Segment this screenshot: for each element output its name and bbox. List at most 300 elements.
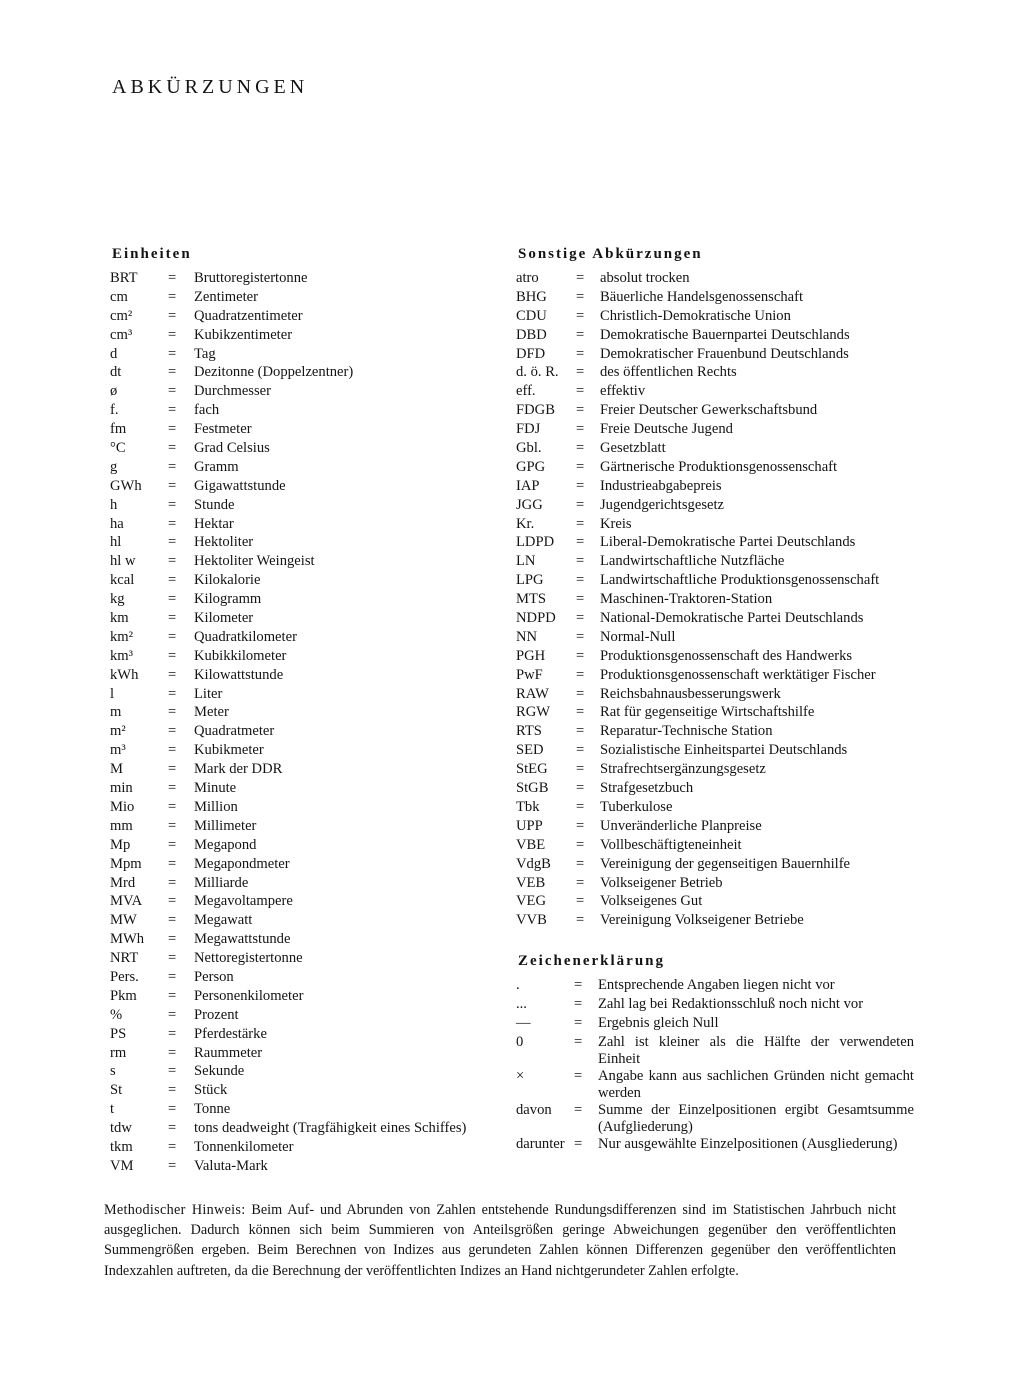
item-description: Kilowattstunde <box>194 666 284 683</box>
item-description: Zahl lag bei Redaktionsschluß noch nicht vor <box>598 996 864 1013</box>
item-abbreviation: RAW <box>516 685 549 702</box>
item-description: Liter <box>194 685 223 702</box>
item-abbreviation: FDGB <box>516 402 555 419</box>
item-description: Gigawattstunde <box>194 477 286 494</box>
list-item <box>108 516 500 535</box>
item-description: Prozent <box>194 1006 239 1023</box>
item-abbreviation: FDJ <box>516 421 541 438</box>
item-abbreviation: Kr. <box>516 515 535 532</box>
item-abbreviation: rm <box>110 1044 127 1061</box>
item-abbreviation: mm <box>110 817 133 834</box>
item-abbreviation: MTS <box>516 591 547 608</box>
item-abbreviation: min <box>110 780 133 797</box>
item-description: Zentimeter <box>194 288 259 305</box>
item-description: Christlich-Demokratische Union <box>600 307 791 324</box>
item-equals-sign: = <box>576 723 585 740</box>
item-abbreviation: LN <box>516 553 536 570</box>
item-equals-sign: = <box>168 591 177 608</box>
item-equals-sign: = <box>576 780 585 797</box>
item-description: Megapond <box>194 836 257 853</box>
item-abbreviation: ha <box>110 515 124 532</box>
item-abbreviation: M <box>110 761 123 778</box>
item-equals-sign: = <box>168 515 177 532</box>
item-equals-sign: = <box>574 1067 583 1084</box>
item-equals-sign: = <box>576 912 585 929</box>
list-item <box>108 1101 500 1120</box>
note-text: Beim Auf- und Abrunden von Zahlen entstehende Rundungsdifferenzen sind im Statistischen Jahrbuch nicht ausgeglichen. Dadurch können sich beim Summieren von Anteilsgrößen geringe Abweichungen gegenüber den veröffentlichten Summengrößen ergeben. Beim Berechnen von Indizes aus gerundeten Zahlen können Differenzen gegenüber den veröffentlichten Indexzahlen auftreten, da die Berechnung der veröffentlichten Indizes an Hand nichtgerundeter Zahlen erfolgte. <box>104 1202 897 1279</box>
item-equals-sign: = <box>576 534 585 551</box>
item-description: Maschinen-Traktoren-Station <box>600 591 773 608</box>
item-equals-sign: = <box>576 798 585 815</box>
list-item <box>514 1034 914 1068</box>
item-abbreviation: GPG <box>516 458 546 475</box>
units-column <box>108 244 500 1177</box>
list-item <box>514 818 914 837</box>
item-abbreviation: Pkm <box>110 987 137 1004</box>
list-item <box>108 383 500 402</box>
list-item <box>514 893 914 912</box>
item-abbreviation: cm³ <box>110 326 133 343</box>
list-item <box>514 761 914 780</box>
item-abbreviation: ... <box>516 996 527 1013</box>
list-item <box>108 818 500 837</box>
item-description: Festmeter <box>194 421 252 438</box>
page-title: ABKÜRZUNGEN <box>112 76 309 98</box>
item-equals-sign: = <box>576 874 585 891</box>
item-abbreviation: DFD <box>516 345 546 362</box>
list-item <box>514 383 914 402</box>
item-equals-sign: = <box>168 836 177 853</box>
list-item <box>514 780 914 799</box>
item-equals-sign: = <box>168 685 177 702</box>
item-description: Kubikmeter <box>194 742 264 759</box>
list-item <box>108 648 500 667</box>
item-equals-sign: = <box>576 458 585 475</box>
item-abbreviation: NN <box>516 628 538 645</box>
item-abbreviation: NDPD <box>516 610 556 627</box>
list-item <box>108 950 500 969</box>
item-description: National-Demokratische Partei Deutschlands <box>600 610 864 627</box>
item-description: Bäuerliche Handelsgenossenschaft <box>600 288 804 305</box>
list-item <box>108 931 500 950</box>
item-equals-sign: = <box>576 742 585 759</box>
item-equals-sign: = <box>168 855 177 872</box>
list-item <box>108 875 500 894</box>
item-description: Hektoliter <box>194 534 254 551</box>
list-item <box>514 742 914 761</box>
item-abbreviation: m³ <box>110 742 126 759</box>
item-description: Rat für gegenseitige Wirtschaftshilfe <box>600 704 815 721</box>
item-abbreviation: MVA <box>110 893 143 910</box>
item-description: Quadratzentimeter <box>194 307 303 324</box>
item-abbreviation: Mp <box>110 836 131 853</box>
list-item <box>108 1139 500 1158</box>
item-equals-sign: = <box>576 553 585 570</box>
list-item <box>108 1026 500 1045</box>
item-abbreviation: darunter <box>516 1135 565 1152</box>
item-abbreviation: tdw <box>110 1120 132 1137</box>
item-abbreviation: Mio <box>110 798 135 815</box>
item-description: Raummeter <box>194 1044 263 1061</box>
item-description: Ergebnis gleich Null <box>598 1014 719 1031</box>
item-abbreviation: d. ö. R. <box>516 364 559 381</box>
other-list <box>514 270 914 931</box>
item-equals-sign: = <box>576 326 585 343</box>
list-item <box>108 1063 500 1082</box>
item-equals-sign: = <box>576 307 585 324</box>
item-description: Minute <box>194 780 237 797</box>
item-abbreviation: d <box>110 345 118 362</box>
item-description: Nur ausgewählte Einzelpositionen (Ausgliederung) <box>598 1135 898 1152</box>
item-equals-sign: = <box>168 288 177 305</box>
item-equals-sign: = <box>168 950 177 967</box>
item-equals-sign: = <box>168 1120 177 1137</box>
item-equals-sign: = <box>168 421 177 438</box>
item-description: Landwirtschaftliche Produktionsgenossenschaft <box>600 572 880 589</box>
item-abbreviation: IAP <box>516 477 540 494</box>
item-description: Demokratische Bauernpartei Deutschlands <box>600 326 850 343</box>
item-description: Entsprechende Angaben liegen nicht vor <box>598 977 835 994</box>
list-item <box>108 440 500 459</box>
item-equals-sign: = <box>574 996 583 1013</box>
item-equals-sign: = <box>576 364 585 381</box>
item-description: Zahl ist kleiner als die Hälfte der verwendeten Einheit <box>598 1033 914 1067</box>
list-item <box>514 591 914 610</box>
list-item <box>108 402 500 421</box>
list-item <box>108 912 500 931</box>
item-abbreviation: JGG <box>516 496 543 513</box>
item-equals-sign: = <box>168 307 177 324</box>
item-abbreviation: h <box>110 496 118 513</box>
list-item <box>108 497 500 516</box>
list-item <box>108 780 500 799</box>
item-abbreviation: PS <box>110 1025 127 1042</box>
item-description: Vollbeschäftigteneinheit <box>600 836 742 853</box>
list-item <box>514 875 914 894</box>
item-description: Millimeter <box>194 817 257 834</box>
item-abbreviation: km <box>110 610 129 627</box>
item-equals-sign: = <box>576 288 585 305</box>
item-abbreviation: MWh <box>110 931 145 948</box>
item-description: Strafrechtsergänzungsgesetz <box>600 761 766 778</box>
item-description: Quadratkilometer <box>194 628 297 645</box>
item-description: Hektar <box>194 515 234 532</box>
list-item <box>514 270 914 289</box>
item-equals-sign: = <box>168 780 177 797</box>
item-description: Megawatt <box>194 912 253 929</box>
item-equals-sign: = <box>168 326 177 343</box>
item-description: Megapondmeter <box>194 855 290 872</box>
list-item <box>514 648 914 667</box>
item-equals-sign: = <box>168 798 177 815</box>
item-equals-sign: = <box>576 836 585 853</box>
item-equals-sign: = <box>168 761 177 778</box>
item-description: Valuta-Mark <box>194 1157 268 1174</box>
list-item <box>108 1007 500 1026</box>
list-item <box>514 346 914 365</box>
item-abbreviation: VdgB <box>516 855 551 872</box>
item-abbreviation: m² <box>110 723 126 740</box>
item-abbreviation: LDPD <box>516 534 555 551</box>
item-equals-sign: = <box>168 912 177 929</box>
item-description: des öffentlichen Rechts <box>600 364 737 381</box>
item-abbreviation: LPG <box>516 572 544 589</box>
list-item <box>108 459 500 478</box>
item-equals-sign: = <box>574 1101 583 1118</box>
other-column <box>514 244 914 1155</box>
methodological-note <box>104 1200 896 1281</box>
item-abbreviation: VEG <box>516 893 546 910</box>
list-item <box>108 364 500 383</box>
item-abbreviation: kWh <box>110 666 139 683</box>
item-description: Reichsbahnausbesserungswerk <box>600 685 781 702</box>
item-description: Unveränderliche Planpreise <box>600 817 762 834</box>
list-item <box>108 856 500 875</box>
item-equals-sign: = <box>576 591 585 608</box>
item-description: Tonnenkilometer <box>194 1138 294 1155</box>
list-item <box>108 289 500 308</box>
item-abbreviation: hl w <box>110 553 136 570</box>
item-abbreviation: PwF <box>516 666 543 683</box>
list-item <box>514 289 914 308</box>
item-description: Quadratmeter <box>194 723 275 740</box>
item-abbreviation: % <box>110 1006 123 1023</box>
item-equals-sign: = <box>576 515 585 532</box>
item-abbreviation: l <box>110 685 115 702</box>
item-description: Megawattstunde <box>194 931 291 948</box>
list-item <box>514 977 914 996</box>
item-abbreviation: PGH <box>516 647 546 664</box>
item-description: Volkseigenes Gut <box>600 893 703 910</box>
item-description: Freie Deutsche Jugend <box>600 421 733 438</box>
item-equals-sign: = <box>168 364 177 381</box>
list-item <box>108 1045 500 1064</box>
item-abbreviation: CDU <box>516 307 547 324</box>
item-equals-sign: = <box>576 685 585 702</box>
item-equals-sign: = <box>168 1082 177 1099</box>
item-description: Liberal-Demokratische Partei Deutschlands <box>600 534 856 551</box>
item-description: Demokratischer Frauenbund Deutschlands <box>600 345 849 362</box>
item-description: Mark der DDR <box>194 761 283 778</box>
item-equals-sign: = <box>168 1157 177 1174</box>
item-equals-sign: = <box>574 977 583 994</box>
list-item <box>108 610 500 629</box>
item-equals-sign: = <box>168 270 177 286</box>
item-equals-sign: = <box>168 666 177 683</box>
item-description: Tonne <box>194 1101 231 1118</box>
item-description: Industrieabgabepreis <box>600 477 722 494</box>
item-abbreviation: °C <box>110 440 126 457</box>
item-description: Sekunde <box>194 1063 245 1080</box>
item-abbreviation: UPP <box>516 817 543 834</box>
list-item <box>108 572 500 591</box>
item-equals-sign: = <box>168 610 177 627</box>
item-equals-sign: = <box>576 704 585 721</box>
item-description: Megavoltampere <box>194 893 293 910</box>
item-equals-sign: = <box>168 402 177 419</box>
list-item <box>108 346 500 365</box>
item-abbreviation: dt <box>110 364 122 381</box>
units-list <box>108 270 500 1177</box>
symbols-heading: Zeichenerklärung <box>518 953 665 970</box>
item-equals-sign: = <box>168 968 177 985</box>
list-item <box>514 610 914 629</box>
item-abbreviation: VVB <box>516 912 547 929</box>
item-equals-sign: = <box>574 1135 583 1152</box>
list-item <box>108 1158 500 1177</box>
list-item <box>514 534 914 553</box>
item-abbreviation: VBE <box>516 836 546 853</box>
item-description: Freier Deutscher Gewerkschaftsbund <box>600 402 818 419</box>
item-description: Bruttoregistertonne <box>194 270 308 286</box>
item-equals-sign: = <box>168 440 177 457</box>
item-equals-sign: = <box>168 817 177 834</box>
list-item <box>108 534 500 553</box>
list-item <box>108 667 500 686</box>
item-equals-sign: = <box>168 572 177 589</box>
item-description: Kilogramm <box>194 591 262 608</box>
item-description: Stunde <box>194 496 235 513</box>
item-equals-sign: = <box>168 1063 177 1080</box>
item-description: Dezitonne (Doppelzentner) <box>194 364 354 381</box>
item-abbreviation: ø <box>110 383 118 400</box>
item-equals-sign: = <box>576 440 585 457</box>
item-abbreviation: RGW <box>516 704 551 721</box>
item-equals-sign: = <box>168 496 177 513</box>
item-description: Produktionsgenossenschaft werktätiger Fischer <box>600 666 876 683</box>
item-abbreviation: t <box>110 1101 115 1118</box>
item-abbreviation: Tbk <box>516 798 540 815</box>
item-equals-sign: = <box>576 610 585 627</box>
list-item <box>514 723 914 742</box>
list-item <box>108 893 500 912</box>
list-item <box>514 459 914 478</box>
list-item <box>514 364 914 383</box>
other-heading: Sonstige Abkürzungen <box>518 246 703 262</box>
item-equals-sign: = <box>576 572 585 589</box>
item-description: Jugendgerichtsgesetz <box>600 496 725 513</box>
item-description: Gramm <box>194 458 239 475</box>
item-abbreviation: StEG <box>516 761 548 778</box>
list-item <box>514 516 914 535</box>
item-description: absolut trocken <box>600 270 690 286</box>
item-equals-sign: = <box>576 761 585 778</box>
item-description: Gesetzblatt <box>600 440 666 457</box>
item-abbreviation: . <box>516 977 520 994</box>
item-abbreviation: DBD <box>516 326 547 343</box>
list-item <box>514 402 914 421</box>
item-equals-sign: = <box>168 1101 177 1118</box>
item-abbreviation: cm² <box>110 307 133 324</box>
item-abbreviation: — <box>516 1014 531 1031</box>
item-abbreviation: g <box>110 458 118 475</box>
item-description: Sozialistische Einheitspartei Deutschlands <box>600 742 848 759</box>
item-description: Meter <box>194 704 229 721</box>
item-description: Personenkilometer <box>194 987 304 1004</box>
item-equals-sign: = <box>576 477 585 494</box>
item-equals-sign: = <box>168 628 177 645</box>
item-abbreviation: 0 <box>516 1033 524 1050</box>
item-abbreviation: StGB <box>516 780 549 797</box>
item-description: Million <box>194 798 238 815</box>
item-abbreviation: hl <box>110 534 122 551</box>
item-description: Volkseigener Betrieb <box>600 874 723 891</box>
item-equals-sign: = <box>576 496 585 513</box>
item-description: Kilometer <box>194 610 254 627</box>
item-equals-sign: = <box>168 647 177 664</box>
list-item <box>108 761 500 780</box>
item-equals-sign: = <box>576 383 585 400</box>
item-abbreviation: BHG <box>516 288 547 305</box>
item-description: Tuberkulose <box>600 798 673 815</box>
item-abbreviation: GWh <box>110 477 142 494</box>
item-description: Nettoregistertonne <box>194 950 303 967</box>
item-description: Person <box>194 968 234 985</box>
item-description: Stück <box>194 1082 228 1099</box>
item-equals-sign: = <box>576 855 585 872</box>
item-equals-sign: = <box>168 477 177 494</box>
list-item <box>514 308 914 327</box>
list-item <box>514 1136 914 1155</box>
item-equals-sign: = <box>168 1006 177 1023</box>
item-equals-sign: = <box>168 1138 177 1155</box>
list-item <box>514 856 914 875</box>
item-description: Pferdestärke <box>194 1025 267 1042</box>
list-item <box>108 1082 500 1101</box>
item-equals-sign: = <box>168 987 177 1004</box>
list-item <box>108 553 500 572</box>
list-item <box>514 327 914 346</box>
item-description: Angabe kann aus sachlichen Gründen nicht gemacht werden <box>598 1067 914 1101</box>
item-description: Vereinigung der gegenseitigen Bauernhilfe <box>600 855 851 872</box>
item-equals-sign: = <box>576 421 585 438</box>
item-abbreviation: kcal <box>110 572 135 589</box>
item-description: Summe der Einzelpositionen ergibt Gesamtsumme (Aufgliederung) <box>598 1101 914 1135</box>
item-description: Kreis <box>600 515 632 532</box>
list-item <box>514 629 914 648</box>
item-abbreviation: Mpm <box>110 855 142 872</box>
item-description: Vereinigung Volkseigener Betriebe <box>600 912 804 929</box>
item-abbreviation: kg <box>110 591 125 608</box>
list-item <box>514 686 914 705</box>
item-description: tons deadweight (Tragfähigkeit eines Schiffes) <box>194 1120 467 1137</box>
item-abbreviation: cm <box>110 288 128 305</box>
item-equals-sign: = <box>168 931 177 948</box>
item-equals-sign: = <box>168 553 177 570</box>
item-abbreviation: MW <box>110 912 137 929</box>
item-description: Strafgesetzbuch <box>600 780 694 797</box>
list-item <box>108 799 500 818</box>
item-abbreviation: fm <box>110 421 127 438</box>
item-equals-sign: = <box>168 1025 177 1042</box>
item-equals-sign: = <box>168 534 177 551</box>
item-abbreviation: km² <box>110 628 134 645</box>
item-description: Hektoliter Weingeist <box>194 553 315 570</box>
item-abbreviation: RTS <box>516 723 542 740</box>
list-item <box>108 837 500 856</box>
list-item <box>108 270 500 289</box>
item-abbreviation: × <box>516 1067 525 1084</box>
list-item <box>514 572 914 591</box>
item-abbreviation: f. <box>110 402 119 419</box>
item-equals-sign: = <box>576 893 585 910</box>
list-item <box>108 1120 500 1139</box>
item-equals-sign: = <box>574 1033 583 1050</box>
item-abbreviation: km³ <box>110 647 134 664</box>
item-description: Landwirtschaftliche Nutzfläche <box>600 553 785 570</box>
item-equals-sign: = <box>576 817 585 834</box>
item-abbreviation: eff. <box>516 383 536 400</box>
